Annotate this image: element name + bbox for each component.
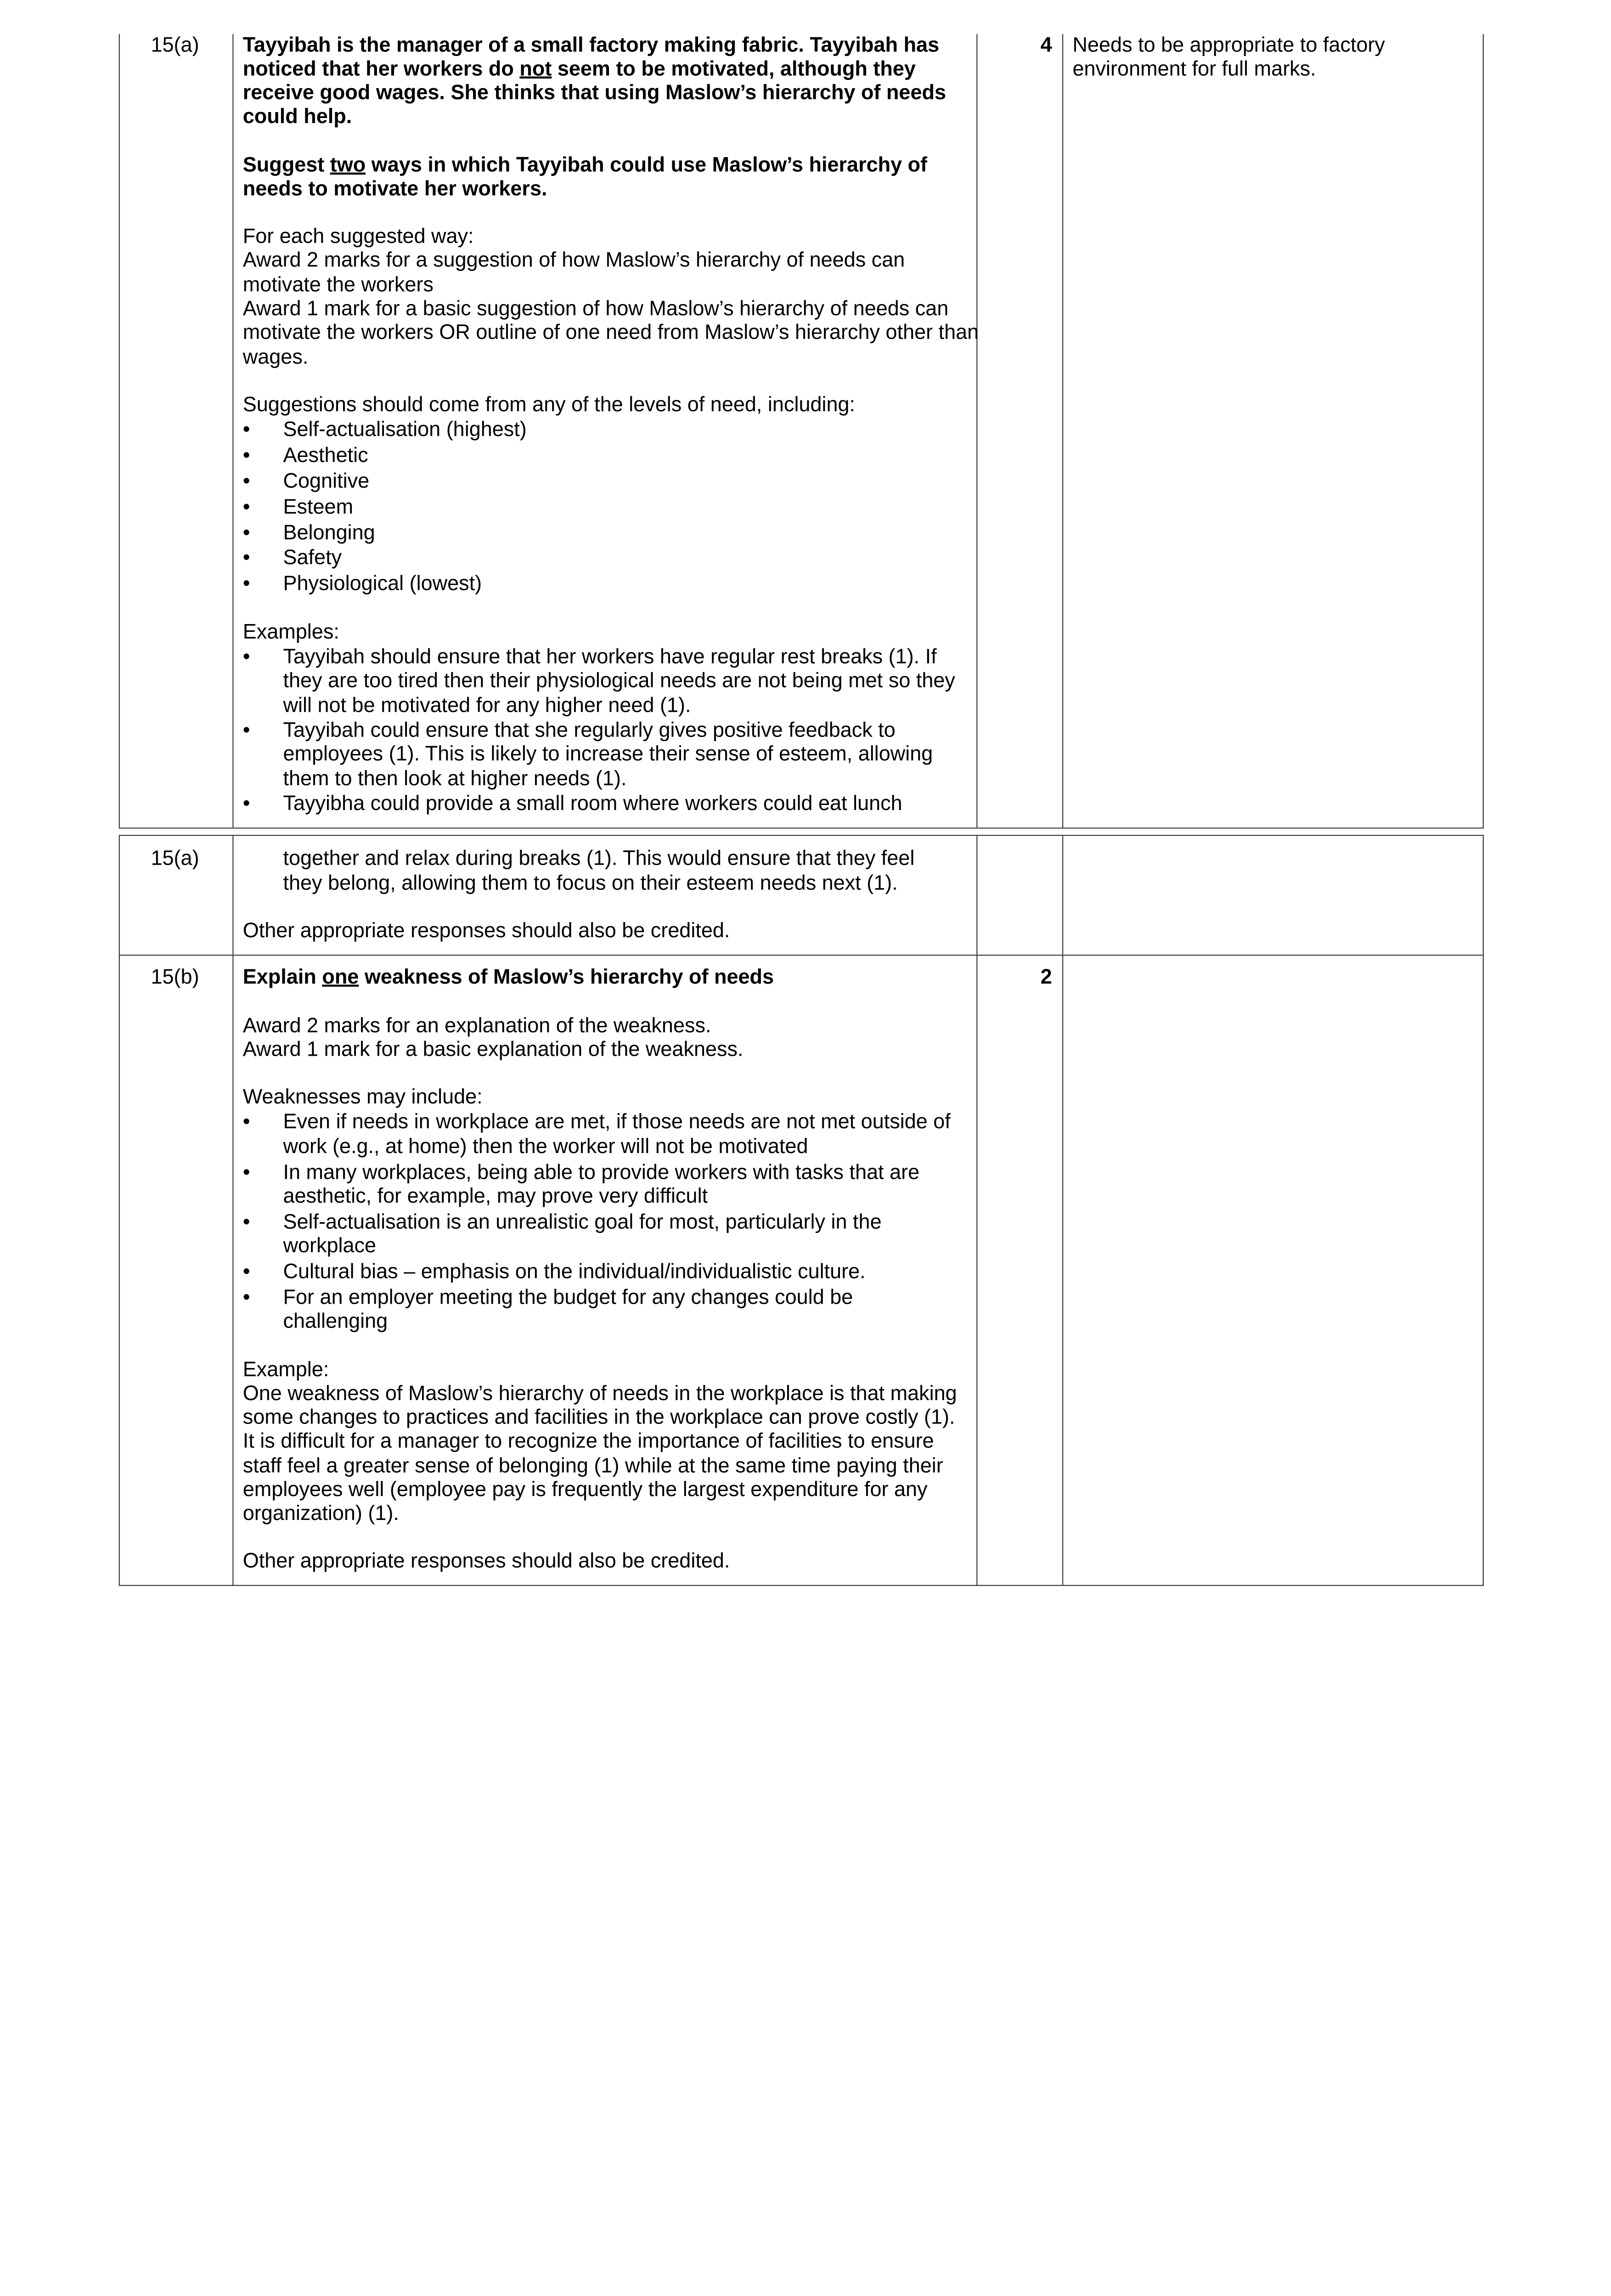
- list-item: Tayyibah could ensure that she regularly gives positive feedback to: [283, 719, 896, 742]
- bullet-marker: •: [242, 470, 250, 493]
- list-item: Physiological (lowest): [283, 572, 482, 595]
- bullet-marker: •: [242, 1161, 250, 1184]
- bullet-marker: •: [242, 1286, 250, 1309]
- marks-value: 4: [1040, 34, 1052, 57]
- list-item: Self-actualisation is an unrealistic goal for most, particularly in the: [283, 1211, 882, 1234]
- award-criteria: Award 2 marks for an explanation of the weakness.: [242, 1014, 711, 1037]
- bullet-marker: •: [242, 522, 250, 545]
- mark-scheme-page: 15(a) 4 Needs to be appropriate to factory environment for full marks. Tayyibah is the manager of a small factory making fabric. Tayyibah has noticed that her workers do not seem to be motivated, although they receive good wages. She thinks that using Maslow’s hierarchy of needs could help. Suggest two ways in which Tayyibah could use Maslow’s hierarchy of needs to motivate her workers. For each suggested way: Award 2 marks for a suggestion of how Maslow’s hierarchy of needs can motivate the workers Award 1 mark for a basic suggestion of how Maslow’s hierarchy of needs can motivate the workers OR outline of one need from Maslow’s hierarchy other than wages. Suggestions should come from any of the levels of need, including: • Self-actualisation (highest) • Aesthetic • Cognitive • Esteem • Belonging • Safety • Physiological (lowest) Examples: • Tayyibah should ensure that her workers have regular rest breaks (1). If they are too tired then their physiological needs are not being met so they will not be motivated for any higher need (1). • Tayyibah could ensure that she regularly gives positive feedback to employees (1). This is likely to increase their sense of esteem, allowing them to then look at higher needs (1). • Tayyibha could provide a small room where workers could eat lunch 15(a) together and relax during breaks (1). This would ensure that they feel they belong, allowing them to focus on their esteem needs next (1). Other appropriate responses should also be credited. 15(b) 2 Explain one weakness of Maslow’s hierarchy of needs Award 2 marks for an explanation of the weakness. Award 1 mark for a basic explanation of the weakness. Weaknesses may include: • Even if needs in workplace are met, if those needs are not met outside of work (e.g., at home) then the worker will not be motivated • In many workplaces, being able to provide workers with tasks that are aesthetic, for example, may prove very difficult • Self-actualisation is an unrealistic goal for most, particularly in the workplace • Cultural bias – emphasis on the individual/individualistic culture. • For an employer meeting the budget for any changes could be challenging Example: One weakness of Maslow’s hierarchy of needs in the workplace is that making some changes to practices and facilities in the workplace can prove costly (1). It is difficult for a manager to recognize the importance of facilities to ensure staff feel a greater sense of belonging (1) while at the same time paying their employees well (employee pay is frequently the largest expenditure for any organization) (1). Other appropriate responses should also be credited.: [0, 0, 1611, 2296]
- award-criteria: Award 1 mark for a basic explanation of the weakness.: [242, 1038, 744, 1061]
- bullet-marker: •: [242, 646, 250, 669]
- bullet-marker: •: [242, 572, 250, 595]
- list-item: In many workplaces, being able to provide workers with tasks that are: [283, 1161, 920, 1184]
- question-number: 15(a): [151, 34, 199, 57]
- list-item: Self-actualisation (highest): [283, 418, 527, 441]
- bullet-marker: •: [242, 496, 250, 519]
- guidance-line: environment for full marks.: [1072, 58, 1316, 81]
- bullet-marker: •: [242, 719, 250, 742]
- guidance-line: Needs to be appropriate to factory: [1072, 34, 1385, 57]
- examples-heading: Examples:: [242, 621, 339, 644]
- bullet-marker: •: [242, 444, 250, 467]
- list-item: Tayyibha could provide a small room where workers could eat lunch: [283, 792, 902, 816]
- list-item: Belonging: [283, 522, 375, 545]
- bullet-marker: •: [242, 1110, 250, 1134]
- continuation-line: they belong, allowing them to focus on their esteem needs next (1).: [283, 872, 898, 895]
- bullet-marker: •: [242, 546, 250, 569]
- bullet-marker: •: [242, 792, 250, 816]
- levels-intro: Suggestions should come from any of the levels of need, including:: [242, 394, 856, 416]
- continuation-line: together and relax during breaks (1). This would ensure that they feel: [283, 847, 915, 870]
- list-item: Safety: [283, 546, 342, 569]
- list-item: Aesthetic: [283, 444, 368, 467]
- list-item: Even if needs in workplace are met, if those needs are not met outside of: [283, 1110, 951, 1134]
- question-number: 15(a): [151, 847, 199, 870]
- example-heading: Example:: [242, 1358, 329, 1382]
- bullet-marker: •: [242, 1261, 250, 1283]
- bullet-marker: •: [242, 418, 250, 441]
- list-item: Cognitive: [283, 470, 370, 493]
- list-item: Cultural bias – emphasis on the individual/individualistic culture.: [283, 1261, 866, 1283]
- question-text: Explain one weakness of Maslow’s hierarchy of needs: [242, 966, 774, 989]
- other-responses-note: Other appropriate responses should also be credited.: [242, 1550, 730, 1573]
- list-item: Tayyibah should ensure that her workers have regular rest breaks (1). If: [283, 646, 937, 669]
- weaknesses-intro: Weaknesses may include:: [242, 1086, 483, 1109]
- question-number: 15(b): [151, 966, 199, 989]
- bullet-marker: •: [242, 1211, 250, 1234]
- list-item: Esteem: [283, 496, 354, 519]
- list-item: For an employer meeting the budget for any changes could be: [283, 1286, 853, 1309]
- other-responses-note: Other appropriate responses should also be credited.: [242, 919, 730, 942]
- marks-value: 2: [1040, 966, 1052, 989]
